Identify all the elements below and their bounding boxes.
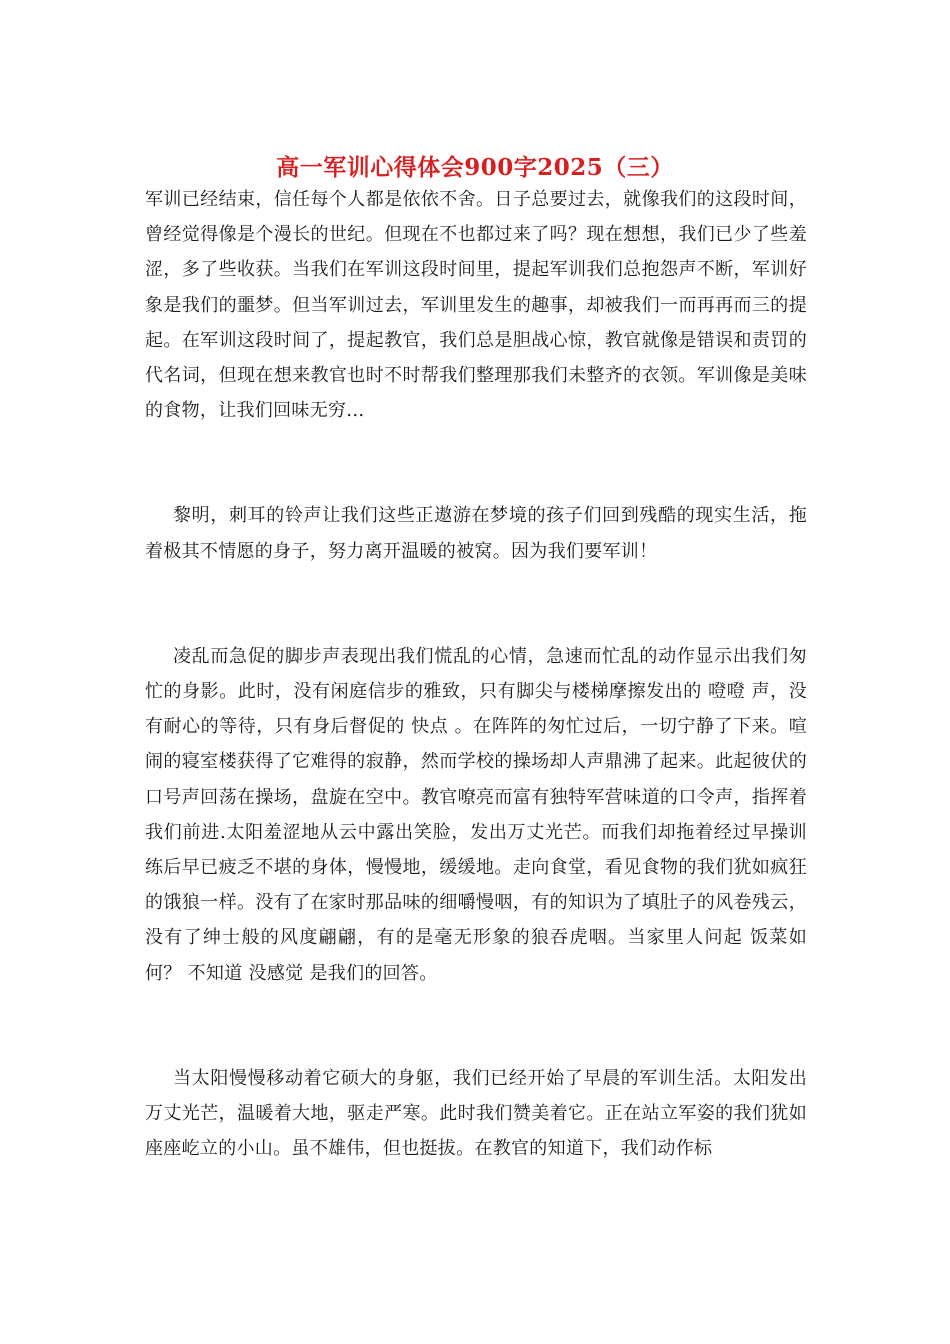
paragraph-4: 当太阳慢慢移动着它硕大的身躯，我们已经开始了早晨的军训生活。太阳发出万丈光芒，温暖着大地，驱走严寒。此时我们赞美着它。正在站立军姿的我们犹如座座屹立的小山。虽不雄伟，但也挺拔。在教官的知道下，我们动作标 [145, 1067, 807, 1160]
document-title: 高一军训心得体会900字2025（三） [276, 154, 674, 181]
paragraph-1: 军训已经结束，信任每个人都是依依不舍。日子总要过去，就像我们的这段时间，曾经觉得像是个漫长的世纪。但现在不也都过来了吗？现在想想，我们已少了些羞涩，多了些收获。当我们在军训这段时间里，提起军训我们总抱怨声不断，军训好象是我们的噩梦。但当军训过去，军训里发生的趣事，却被我们一而再再而三的提起。在军训这段时间了，提起教官，我们总是胆战心惊，教官就像是错误和责罚的代名词，但现在想来教官也时不时帮我们整理那我们未整齐的衣领。军训像是美味的食物，让我们回味无穷... [145, 189, 807, 422]
paragraph-spacer [145, 569, 807, 639]
document-body [145, 182, 807, 1166]
paragraph-3: 凌乱而急促的脚步声表现出我们慌乱的心情，急速而忙乱的动作显示出我们匆忙的身影。此时，没有闲庭信步的雅致，只有脚尖与楼梯摩擦发出的 噔噔 声，没有耐心的等待，只有身后督促的 快点 。在阵阵的匆忙过后，一切宁静了下来。喧闹的寝室楼获得了它难得的寂静，然而学校的操场却人声鼎沸了起来。此起彼伏的口号声回荡在操场，盘旋在空中。教官嘹亮而富有独特军营味道的口令声，指挥着我们前进.太阳羞涩地从云中露出笑脸，发出万丈光芒。而我们却拖着经过早操训练后早已疲乏不堪的身体，慢慢地，缓缓地。走向食堂，看见食物的我们犹如疯狂的饿狼一样。没有了在家时那品味的细嚼慢咽，有的知识为了填肚子的风卷残云，没有了绅士般的风度翩翩，有的是毫无形象的狼吞虎咽。当家里人问起 饭菜如何？ 不知道 没感觉 是我们的回答。 [145, 645, 807, 984]
paragraph-2: 黎明，刺耳的铃声让我们这些正遨游在梦境的孩子们回到残酷的现实生活，拖着极其不情愿的身子，努力离开温暖的被窝。因为我们要军训！ [145, 505, 807, 562]
paragraph-spacer [145, 991, 807, 1061]
paragraph-spacer [145, 428, 807, 498]
